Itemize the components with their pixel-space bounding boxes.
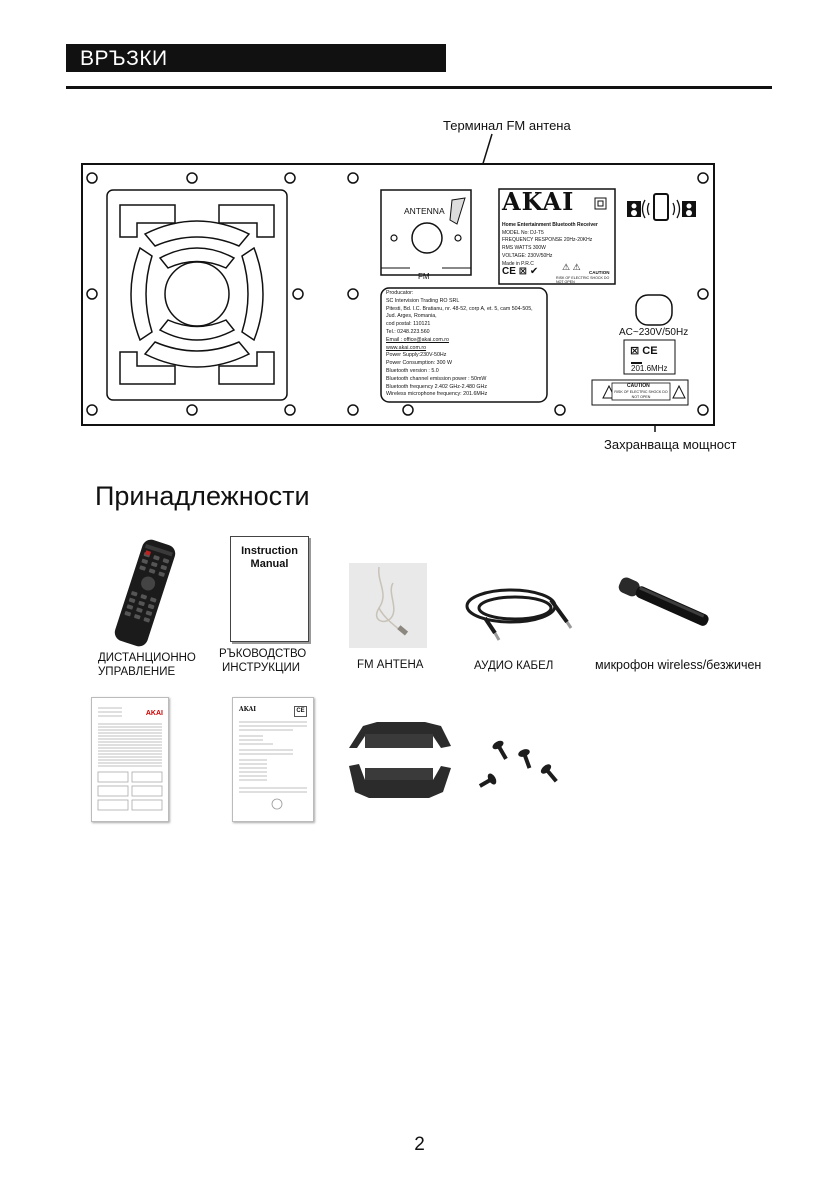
caption-manual-line2: ИНСТРУКЦИИ [222, 662, 300, 674]
caption-manual-line1: РЪКОВОДСТВО [219, 648, 307, 660]
fm-antenna-image [349, 563, 427, 648]
manual-card-line: Instruction [241, 545, 298, 557]
warranty-card-image [91, 697, 169, 822]
instruction-manual-image [230, 536, 309, 642]
rating-plate-text [502, 222, 598, 268]
producer-website: www.akai.com.ro [386, 344, 427, 351]
manual-card-line: Manual [250, 558, 289, 570]
producer-line: Bluetooth frequency 2.402 GHz-2.480 GHz [386, 383, 487, 390]
producer-line: Bluetooth version : 5.0 [386, 367, 439, 374]
callout-power: Захранваща мощност [604, 437, 737, 452]
rating-caution-text: RISK OF ELECTRIC SHOCK DO NOT OPEN [556, 276, 610, 284]
rating-caution-title: CAUTION [589, 270, 610, 275]
fm-label: FM [418, 272, 430, 281]
declaration-akai-logo: AKAI [239, 706, 257, 713]
wireless-microphone-image [608, 572, 718, 632]
warranty-akai-logo: AKAI [145, 710, 163, 717]
fan-grille [107, 190, 287, 400]
ce-badge-icon: CE [294, 706, 307, 717]
warning-triangle-icon: ⚠ ⚠ [562, 262, 581, 272]
caption-manual [219, 647, 306, 675]
rating-line: Home Entertainment Bluetooth Receiver [502, 222, 598, 228]
remote-control-image [100, 538, 190, 648]
producer-line: cod postal: 110121 [386, 321, 431, 328]
producer-line: Producator: [386, 290, 414, 296]
producer-line: Jud. Arges, Romania, [386, 313, 437, 320]
audio-cable-image [455, 578, 575, 650]
accessories-heading: Принадлежности [95, 481, 310, 511]
caution-text: RISK OF ELECTRIC SHOCK DO NOT OPEN [614, 390, 668, 399]
caution-title: CAUTION [627, 383, 650, 389]
akai-logo: AKAI [502, 187, 575, 216]
rating-line: MODEL No: DJ-T5 [502, 229, 544, 236]
declaration-of-conformity-image [232, 697, 314, 822]
producer-line: Pitesti, Bd. I.C. Bratianu, nr. 48-52, corp A, et. 5, cam 504-505, [386, 305, 533, 312]
producer-email: Email : office@akai.com.ro [386, 336, 449, 343]
section-title: ВРЪЗКИ [80, 47, 168, 70]
rear-panel-diagram [0, 0, 839, 470]
caption-audio-cable: АУДИО КАБЕЛ [474, 660, 554, 672]
rating-line: VOLTAGE: 230V/50Hz [502, 252, 553, 259]
caption-remote-line1: ДИСТАНЦИОННО [98, 652, 196, 664]
mic-frequency-label: 201.6MHz [631, 364, 668, 373]
producer-line: Tel.: 0248.223.560 [386, 328, 430, 335]
rating-line: Made in P.R.C [502, 260, 534, 267]
producer-line: Power Supply:230V-50Hz [386, 352, 447, 359]
caption-remote [98, 651, 196, 679]
screws-image [478, 735, 563, 795]
ce-mark-icon: CE ⊠ ✔ [502, 266, 539, 277]
caption-microphone: микрофон wireless/безжичен [595, 658, 762, 672]
callout-fm-terminal: Терминал FM антена [443, 118, 571, 133]
ce-weee-icon: ⊠ CE [630, 345, 658, 357]
producer-line: SC Intervision Trading RO SRL [386, 297, 460, 304]
rating-line: RMS WATTS 300W [502, 245, 546, 252]
rating-line: FREQUENCY RESPONSE 20Hz-20KHz [502, 237, 593, 244]
caption-fm-antenna: FM АНТЕНА [357, 659, 424, 671]
antenna-label: ANTENNA [404, 206, 445, 216]
page-number: 2 [414, 1134, 425, 1155]
mounting-bracket-image [345, 718, 453, 804]
producer-line: Bluetooth channel emission power : 50mW [386, 375, 487, 382]
producer-line: Wireless microphone frequency: 201.6MHz [386, 391, 488, 398]
caption-remote-line2: УПРАВЛЕНИЕ [98, 666, 176, 678]
ac-input-label: AC~230V/50Hz [619, 327, 689, 338]
producer-label-text [386, 290, 544, 399]
producer-line: Power Consumption: 300 W [386, 360, 452, 367]
